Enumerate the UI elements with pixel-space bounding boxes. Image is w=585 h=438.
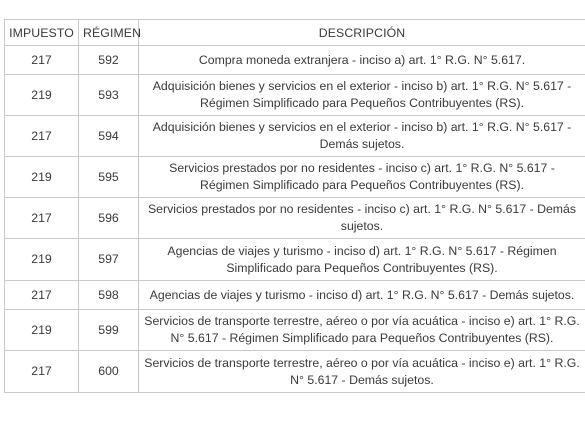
- regimen-table: [4, 19, 585, 393]
- cell-regimen: 599: [79, 310, 139, 351]
- cell-impuesto: 217: [5, 281, 79, 310]
- cell-impuesto: 217: [5, 46, 79, 75]
- cell-regimen: 594: [79, 116, 139, 157]
- table-row: [5, 281, 585, 310]
- cell-impuesto: 219: [5, 310, 79, 351]
- cell-impuesto: 217: [5, 198, 79, 239]
- header-descripcion: DESCRIPCIÓN: [139, 20, 585, 46]
- cell-impuesto: 217: [5, 116, 79, 157]
- cell-descripcion: Servicios prestados por no residentes - inciso c) art. 1° R.G. N° 5.617 - Demás sujetos.: [139, 198, 585, 239]
- cell-regimen: 598: [79, 281, 139, 310]
- cell-regimen: 595: [79, 157, 139, 198]
- cell-impuesto: 219: [5, 239, 79, 281]
- cell-descripcion: Adquisición bienes y servicios en el exterior - inciso b) art. 1° R.G. N° 5.617 - Demás sujetos.: [139, 116, 585, 157]
- cell-regimen: 600: [79, 351, 139, 393]
- cell-descripcion: Adquisición bienes y servicios en el exterior - inciso b) art. 1° R.G. N° 5.617 - Régimen Simplificado para Pequeños Contribuyentes (RS).: [139, 75, 585, 116]
- header-row: [5, 20, 585, 46]
- header-impuesto: IMPUESTO: [5, 20, 79, 46]
- cell-regimen: 597: [79, 239, 139, 281]
- table-row: [5, 351, 585, 393]
- table-header: [5, 20, 585, 46]
- table-row: [5, 198, 585, 239]
- table-row: [5, 157, 585, 198]
- header-regimen: RÉGIMEN: [79, 20, 139, 46]
- cell-impuesto: 219: [5, 75, 79, 116]
- cell-impuesto: 219: [5, 157, 79, 198]
- cell-descripcion: Compra moneda extranjera - inciso a) art. 1° R.G. N° 5.617.: [139, 46, 585, 75]
- table-row: [5, 75, 585, 116]
- table-row: [5, 310, 585, 351]
- cell-impuesto: 217: [5, 351, 79, 393]
- cell-descripcion: Servicios de transporte terrestre, aéreo o por vía acuática - inciso e) art. 1° R.G. N° 5.617 - Régimen Simplificado para Pequeños Contribuyentes (RS).: [139, 310, 585, 351]
- table-body: [5, 46, 585, 393]
- table-row: [5, 46, 585, 75]
- cell-regimen: 592: [79, 46, 139, 75]
- cell-descripcion: Agencias de viajes y turismo - inciso d) art. 1° R.G. N° 5.617 - Régimen Simplificado para Pequeños Contribuyentes (RS).: [139, 239, 585, 281]
- cell-descripcion: Agencias de viajes y turismo - inciso d) art. 1° R.G. N° 5.617 - Demás sujetos.: [139, 281, 585, 310]
- table-row: [5, 116, 585, 157]
- cell-regimen: 596: [79, 198, 139, 239]
- cell-regimen: 593: [79, 75, 139, 116]
- cell-descripcion: Servicios prestados por no residentes - inciso c) art. 1° R.G. N° 5.617 - Régimen Simplificado para Pequeños Contribuyentes (RS).: [139, 157, 585, 198]
- cell-descripcion: Servicios de transporte terrestre, aéreo o por vía acuática - inciso e) art. 1° R.G. N° 5.617 - Demás sujetos.: [139, 351, 585, 393]
- table-row: [5, 239, 585, 281]
